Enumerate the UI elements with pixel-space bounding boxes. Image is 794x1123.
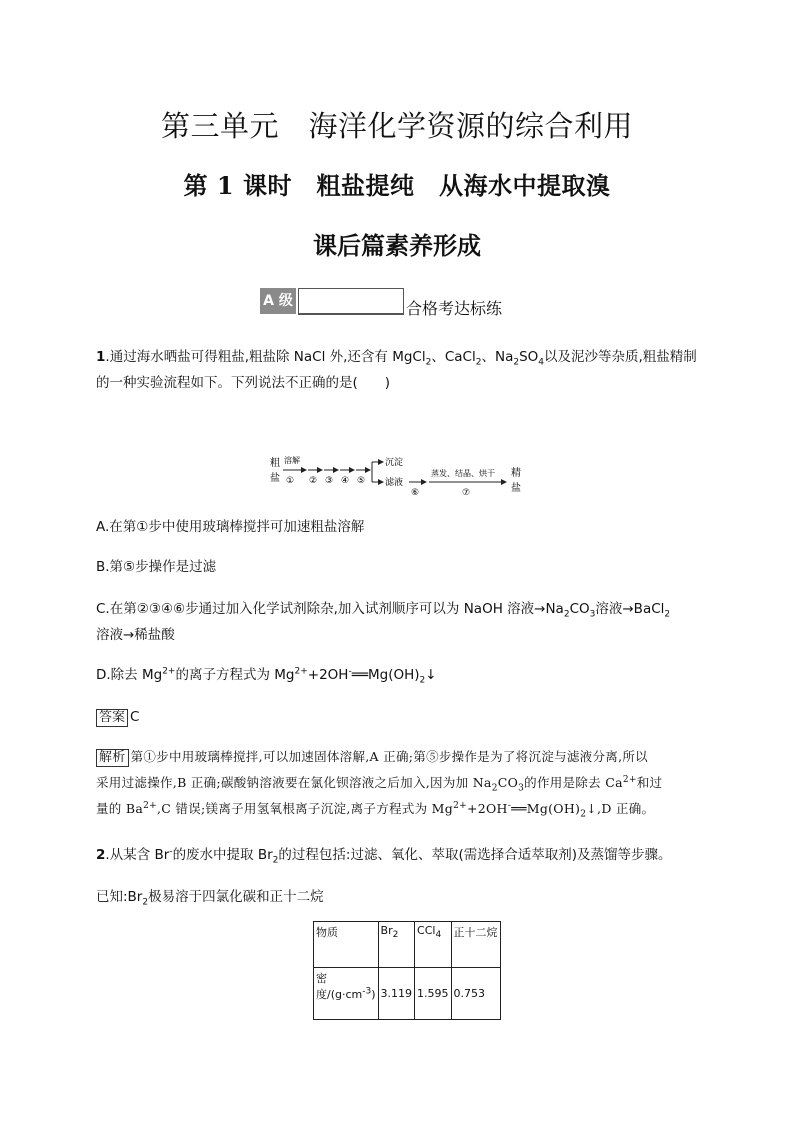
table-header-cell: 物质 [314,922,379,968]
level-label: 合格考达标练 [406,299,503,318]
flow-filtrate: 滤液 [385,478,404,488]
flow-dissolve-label: 溶解 [284,456,300,465]
table-header-cell: CCl$_4$ [415,922,452,968]
q1-option-d: D.除去 $Mg^{2+}$的离子方程式为 $Mg^{2+}+2OH^-══Mg(OH)_2↓$ [96,666,437,686]
table-row-label: 密度$/(g\cdot cm^{-3})$ [314,968,379,1020]
q1-number: 1 [96,349,106,365]
table-header-row [314,922,501,968]
lesson-title: 第 1 课时 粗盐提纯 从海水中提取溴 [183,171,611,200]
flow-step-5: ⑤ [357,476,366,486]
level-blank-box [298,288,404,315]
answer-tag: 答案 [96,709,128,727]
table-header-cell: 正十二烷 [451,922,500,968]
flow-end-top: 精 [511,468,521,479]
level-badge: A 级 [260,288,296,314]
flow-start-top: 粗 [270,458,280,469]
answer-value: C [130,709,140,725]
flow-step-4: ④ [341,476,350,486]
q1-stem: 1.通过海水晒盐可得粗盐,粗盐除 NaCl 外,还含有 MgCl$_2$、CaCl$_2$、$Na_2SO_4$以及泥沙等杂质,粗盐精制 的一种实验流程如下。下列说法不正确的是( ) [96,349,697,391]
flow-step-1: ① [286,476,295,486]
q2-number: 2 [96,847,106,863]
section-title: 课后篇素养形成 [313,231,481,260]
table-header-cell: $Br_2$ [378,922,415,968]
flow-final-steps: 蒸发、结晶、烘干 [431,469,495,478]
properties-table [313,921,501,1020]
q2-stem: 2.从某含 Br-的废水中提取 $Br_2$的过程包括:过滤、氧化、萃取(需选择合适萃取剂)及蒸馏等步骤。 [96,846,672,866]
salt-purification-flowchart [266,452,528,498]
analysis-tag: 解析 [96,749,129,767]
table-cell: 3.119 [378,968,415,1020]
flow-step-6: ⑥ [411,488,420,498]
table-cell: 1.595 [415,968,452,1020]
flow-step-7: ⑦ [462,488,471,498]
flow-step-2: ② [309,476,318,486]
q1-analysis: 解析 第①步中用玻璃棒搅拌,可以加速固体溶解,A 正确;第⑤步操作是为了将沉淀与滤液分离,所以 采用过滤操作,B 正确;碳酸钠溶液要在氯化钡溶液之后加入,因为加 $Na_2CO_3$的作用是除去 $Ca^{2+}$和过 量的 $Ba^{2+},C$ 错误;镁离子用氢氧根离子沉淀,离子方程式为 $Mg^{2+}+2OH^-══Mg(OH)_2↓,D$ 正确。 [96,749,663,820]
flow-start-bottom: 盐 [270,473,280,484]
flow-step-3: ③ [325,476,334,486]
unit-title: 第三单元 海洋化学资源的综合利用 [160,109,633,143]
q1-option-a: A.在第①步中使用玻璃棒搅拌可加速粗盐溶解 [96,519,365,535]
flow-precipitate: 沉淀 [385,458,404,468]
flow-end-bottom: 盐 [511,483,521,494]
q1-option-b: B.第⑤步操作是过滤 [96,559,217,575]
q2-known: 已知$:Br_2$极易溶于四氯化碳和正十二烷 [96,889,324,908]
table-row [314,968,501,1020]
q1-answer [96,704,716,730]
table-cell: 0.753 [451,968,500,1020]
q1-option-c: C.在第②③④⑥步通过加入化学试剂除杂,加入试剂顺序可以为 NaOH 溶液$\to Na_2CO_3$溶液→BaCl$_2$ 溶液→稀盐酸 [96,601,671,643]
